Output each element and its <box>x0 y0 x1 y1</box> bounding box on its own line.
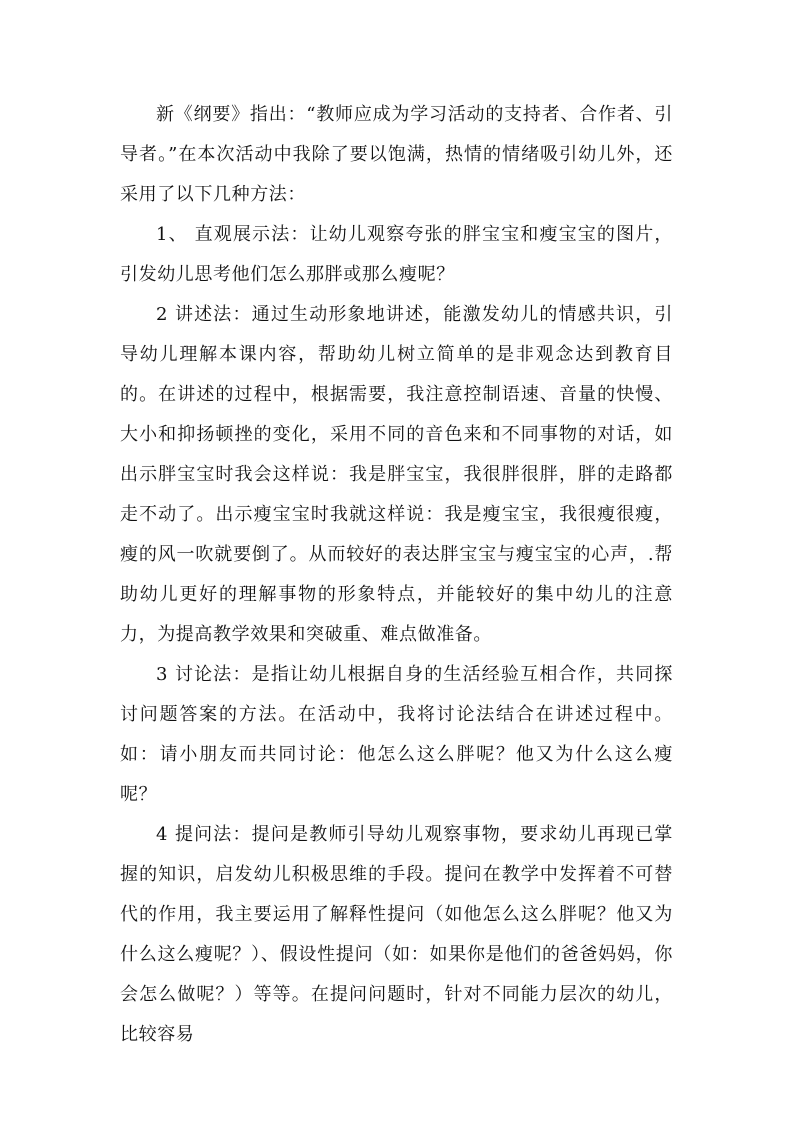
paragraph-intro: 新《纲要》指出：“教师应成为学习活动的支持者、合作者、引导者。”在本次活动中我除了要以饱满，热情的情绪吸引幼儿外，还采用了以下几种方法： <box>120 104 673 205</box>
paragraph-method-2: 2 讲述法：通过生动形象地讲述，能激发幼儿的情感共识，引导幼儿理解本课内容，帮助幼儿树立简单的是非观念达到教育目的。在讲述的过程中，根据需要，我注意控制语速、音量的快慢、大小和抑扬顿挫的变化，采用不同的音色来和不同事物的对话，如出示胖宝宝时我会这样说：我是胖宝宝，我很胖很胖，胖的走路都走不动了。出示瘦宝宝时我就这样说：我是瘦宝宝，我很瘦很瘦，瘦的风一吹就要倒了。从而较好的表达胖宝宝与瘦宝宝的心声，.帮助幼儿更好的理解事物的形象特点，并能较好的集中幼儿的注意力，为提高教学效果和突破重、难点做准备。 <box>120 304 673 645</box>
paragraph-method-1: 1、 直观展示法：让幼儿观察夸张的胖宝宝和瘦宝宝的图片，引发幼儿思考他们怎么那胖或那么瘦呢？ <box>120 224 673 285</box>
document-body <box>120 95 673 1055</box>
paragraph-method-3: 3 讨论法：是指让幼儿根据自身的生活经验互相合作，共同探讨问题答案的方法。在活动中，我将讨论法结合在讲述过程中。如：请小朋友而共同讨论：他怎么这么胖呢？他又为什么这么瘦呢？ <box>120 664 673 805</box>
paragraph-method-4: 4 提问法：提问是教师引导幼儿观察事物，要求幼儿再现已掌握的知识，启发幼儿积极思维的手段。提问在教学中发挥着不可替代的作用，我主要运用了解释性提问（如他怎么这么胖呢？他又为什么这么瘦呢？）、假设性提问（如：如果你是他们的爸爸妈妈，你会怎么做呢？）等等。在提问问题时，针对不同能力层次的幼儿，比较容易 <box>120 824 673 1045</box>
